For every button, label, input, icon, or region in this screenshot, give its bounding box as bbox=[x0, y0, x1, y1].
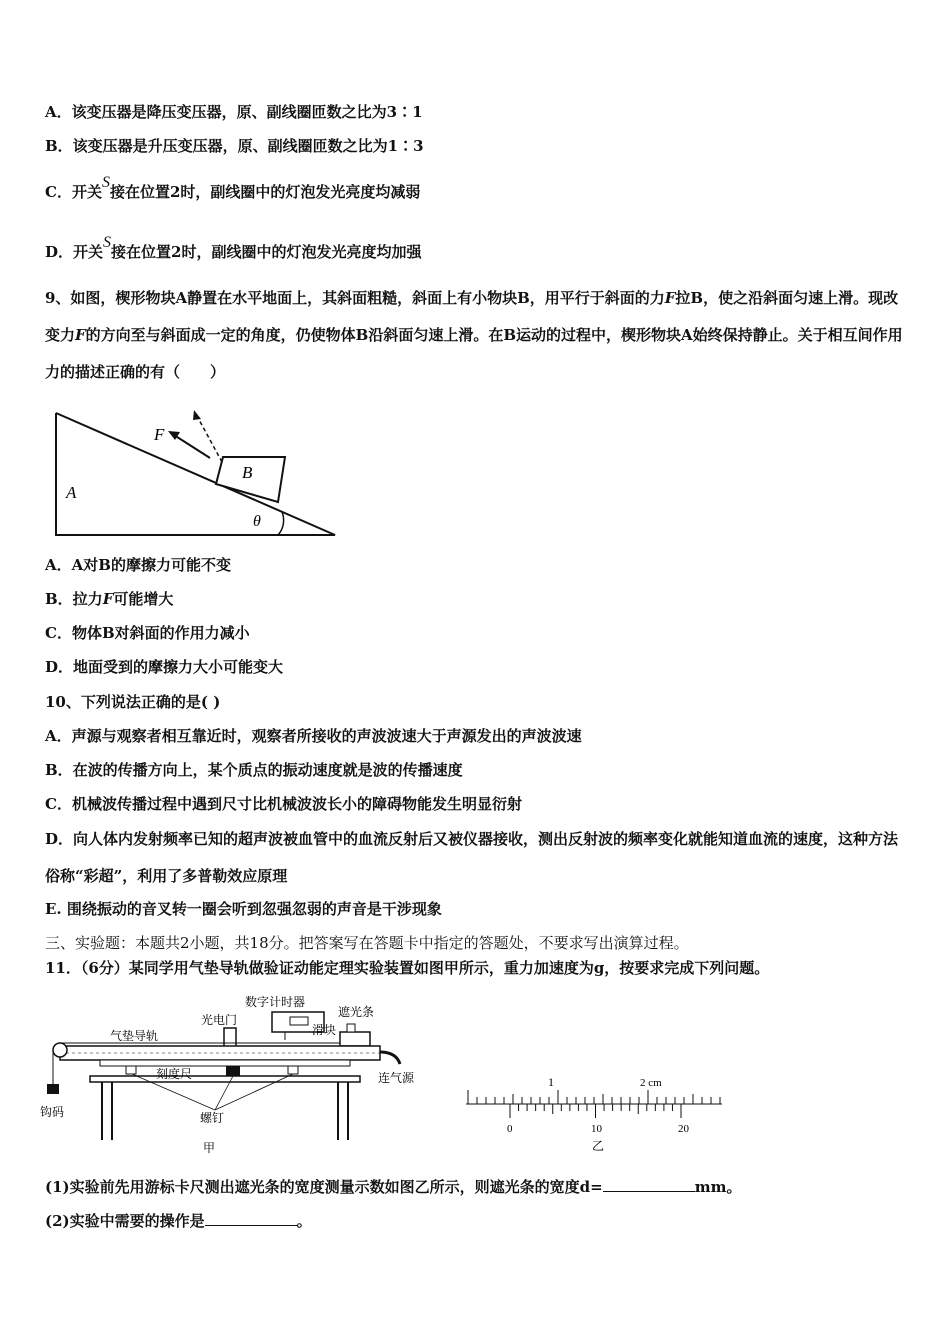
switch-symbol-s: S bbox=[103, 234, 112, 251]
q11-sub2 bbox=[45, 1211, 910, 1231]
vernier-label-10: 10 bbox=[591, 1123, 602, 1135]
q8-option-d-pre: D．开关 bbox=[45, 243, 104, 261]
screw-left bbox=[126, 1066, 136, 1074]
main-label-1: 1 bbox=[548, 1075, 554, 1089]
q8-option-d bbox=[45, 234, 910, 263]
vernier-label-20: 20 bbox=[678, 1123, 689, 1135]
table-top bbox=[90, 1076, 360, 1082]
theta-arc bbox=[278, 512, 284, 535]
hook-weight bbox=[47, 1084, 59, 1094]
q8-option-c-pre: C．开关 bbox=[45, 183, 102, 201]
q9-stem-part2: 拉B，使之沿斜面匀速上滑。现改变力 bbox=[45, 289, 899, 344]
label-theta: θ bbox=[253, 513, 261, 530]
q9-stem-part1: 9、如图，楔形物块A静置在水平地面上，其斜面粗糙，斜面上有小物块B，用平行于斜面的力 bbox=[45, 289, 665, 307]
switch-symbol-s: S bbox=[101, 174, 110, 191]
label-f: F bbox=[154, 425, 165, 444]
label-slider: 滑块 bbox=[312, 1023, 337, 1037]
q10-option-c: C．机械波传播过程中遇到尺寸比机械波波长小的障碍物能发生明显衍射 bbox=[45, 795, 522, 813]
screw-right bbox=[288, 1066, 298, 1074]
q10-stem: 10、下列说法正确的是( ) bbox=[45, 693, 221, 711]
q9-option-a: A．A对B的摩擦力可能不变 bbox=[45, 556, 231, 574]
q8-option-c-post: 接在位置2时，副线圈中的灯泡发光亮度均减弱 bbox=[109, 183, 421, 201]
q11-sub1 bbox=[45, 1177, 910, 1197]
label-scale: 刻度尺 bbox=[156, 1067, 193, 1081]
q9-option-b-pre: B．拉力 bbox=[45, 590, 103, 608]
label-shade-strip: 遮光条 bbox=[338, 1005, 375, 1019]
pulley bbox=[53, 1043, 67, 1057]
label-timer: 数字计时器 bbox=[245, 995, 306, 1009]
q11-sub2-pre: (2)实验中需要的操作是 bbox=[45, 1212, 205, 1230]
wedge-figure bbox=[50, 400, 350, 545]
q9-force-f: F bbox=[75, 326, 86, 344]
answer-blank-operation[interactable] bbox=[205, 1211, 297, 1226]
q10-option-a: A．声源与观察者相互靠近时，观察者所接收的声波波速大于声源发出的声波波速 bbox=[45, 727, 582, 745]
label-air-track: 气垫导轨 bbox=[110, 1029, 159, 1043]
q9-option-d: D．地面受到的摩擦力大小可能变大 bbox=[45, 658, 284, 676]
q8-option-c bbox=[45, 174, 910, 203]
q8-option-a: A．该变压器是降压变压器，原、副线圈匝数之比为3∶1 bbox=[45, 103, 423, 121]
slider-block bbox=[340, 1032, 370, 1046]
shading-strip bbox=[347, 1024, 355, 1032]
q11-sub1-post: mm。 bbox=[694, 1178, 742, 1196]
q9-option-b bbox=[45, 589, 910, 609]
caption-yi: 乙 bbox=[592, 1139, 605, 1153]
vernier-caliper-figure bbox=[460, 1070, 740, 1155]
force-arrow bbox=[174, 435, 210, 458]
q11-sub2-post: 。 bbox=[296, 1212, 312, 1230]
section-3-heading: 三、实验题：本题共2小题，共18分。把答案写在答题卡中指定的答题处，不要求写出演算过程。 bbox=[45, 934, 689, 952]
label-photogate: 光电门 bbox=[201, 1013, 238, 1027]
q8-option-d-post: 接在位置2时，副线圈中的灯泡发光亮度均加强 bbox=[111, 243, 422, 261]
q8-option-b: B．该变压器是升压变压器，原、副线圈匝数之比为1∶3 bbox=[45, 137, 424, 155]
answer-blank-d[interactable] bbox=[603, 1177, 695, 1192]
q9-stem-part3: 的方向至与斜面成一定的角度，仍使物体B沿斜面匀速上滑。在B运动的过程中，楔形物块A始终保持静止。关于相互间作用力的描述正确的有（ ） bbox=[45, 326, 903, 381]
scale-ruler bbox=[100, 1060, 350, 1066]
q11-sub1-pre: (1)实验前先用游标卡尺测出遮光条的宽度测量示数如图乙所示，则遮光条的宽度d= bbox=[45, 1178, 603, 1196]
label-a: A bbox=[66, 483, 77, 502]
screw-center bbox=[226, 1066, 240, 1076]
q9-force-f: F bbox=[664, 289, 676, 307]
vernier-label-0: 0 bbox=[507, 1123, 513, 1135]
label-b: B bbox=[242, 463, 253, 482]
q9-option-c: C．物体B对斜面的作用力减小 bbox=[45, 624, 250, 642]
caption-jia: 甲 bbox=[203, 1141, 216, 1155]
main-label-2: 2 cm bbox=[640, 1077, 662, 1089]
label-screw: 螺钉 bbox=[200, 1111, 225, 1125]
air-track-figure bbox=[40, 990, 460, 1160]
q10-option-e: E. 围绕振动的音叉转一圈会听到忽强忽弱的声音是干涉现象 bbox=[45, 900, 442, 918]
q9-stem bbox=[45, 280, 910, 391]
q11-stem: 11．（6分）某同学用气垫导轨做验证动能定理实验装置如图甲所示，重力加速度为g，按要求完成下列问题。 bbox=[45, 959, 770, 977]
dashed-force-arrow bbox=[197, 416, 222, 462]
label-weight: 钩码 bbox=[40, 1105, 65, 1119]
q10-option-d: D．向人体内发射频率已知的超声波被血管中的血流反射后又被仪器接收，测出反射波的频率变化就能知道血流的速度，这种方法俗称“彩超”，利用了多普勒效应原理 bbox=[45, 830, 899, 885]
q9-option-b-post: 可能增大 bbox=[113, 590, 174, 608]
label-air-source: 连气源 bbox=[378, 1071, 415, 1085]
q10-option-b: B．在波的传播方向上，某个质点的振动速度就是波的传播速度 bbox=[45, 761, 463, 779]
q9-option-b-f: F bbox=[102, 590, 114, 608]
